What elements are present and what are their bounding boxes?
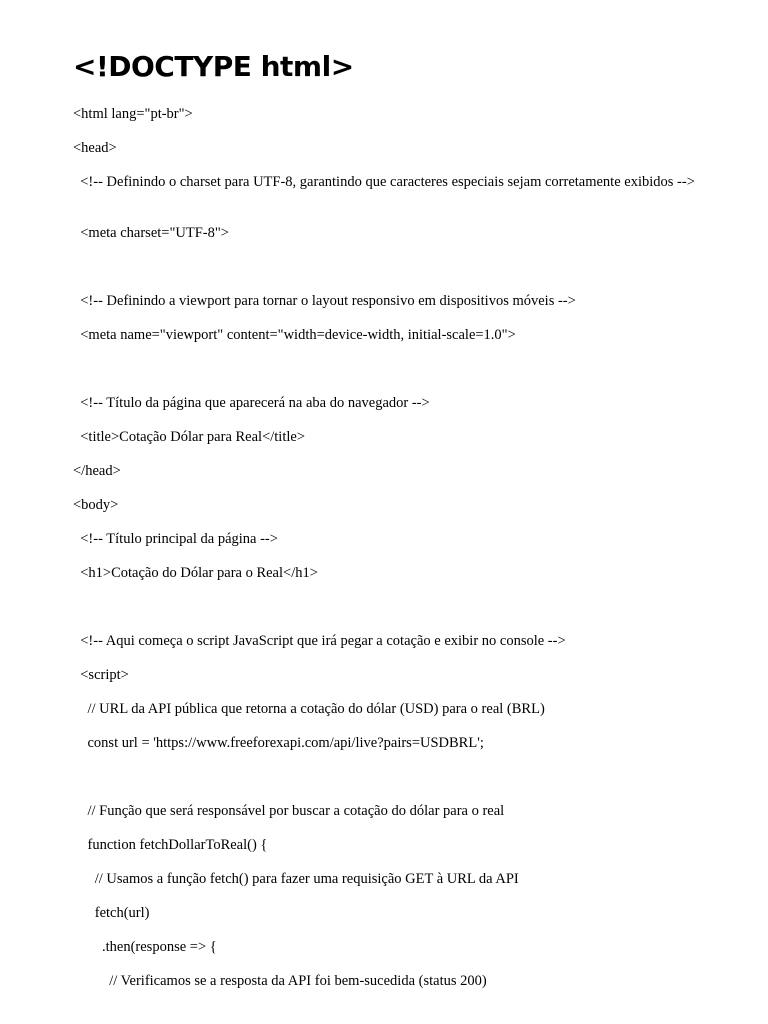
- code-line: <!-- Definindo o charset para UTF-8, garantindo que caracteres especiais sejam corretamente exibidos -->: [73, 174, 695, 190]
- code-line: <head>: [73, 140, 117, 156]
- code-line: <title>Cotação Dólar para Real</title>: [73, 429, 306, 445]
- code-line: function fetchDollarToReal() {: [73, 837, 268, 853]
- code-line: <script>: [73, 667, 129, 683]
- code-line: <!-- Aqui começa o script JavaScript que irá pegar a cotação e exibir no console -->: [73, 633, 566, 649]
- code-line: </head>: [73, 463, 121, 479]
- code-line: <html lang="pt-br">: [73, 106, 193, 122]
- code-line: // Função que será responsável por buscar a cotação do dólar para o real: [73, 803, 505, 819]
- code-line: .then(response => {: [73, 939, 217, 955]
- document-heading: <!DOCTYPE html>: [73, 50, 354, 83]
- code-line: <!-- Título principal da página -->: [73, 531, 278, 547]
- code-line: <!-- Definindo a viewport para tornar o layout responsivo em dispositivos móveis -->: [73, 293, 576, 309]
- code-line: <body>: [73, 497, 119, 513]
- code-line: fetch(url): [73, 905, 150, 921]
- code-line: const url = 'https://www.freeforexapi.com/api/live?pairs=USDBRL';: [73, 735, 484, 751]
- code-line: // Verificamos se a resposta da API foi bem-sucedida (status 200): [73, 973, 487, 989]
- code-line: <meta charset="UTF-8">: [73, 225, 229, 241]
- code-line: <!-- Título da página que aparecerá na aba do navegador -->: [73, 395, 430, 411]
- code-line: // URL da API pública que retorna a cotação do dólar (USD) para o real (BRL): [73, 701, 545, 717]
- code-line: // Usamos a função fetch() para fazer uma requisição GET à URL da API: [73, 871, 519, 887]
- code-line: <meta name="viewport" content="width=device-width, initial-scale=1.0">: [73, 327, 516, 343]
- code-line: <h1>Cotação do Dólar para o Real</h1>: [73, 565, 318, 581]
